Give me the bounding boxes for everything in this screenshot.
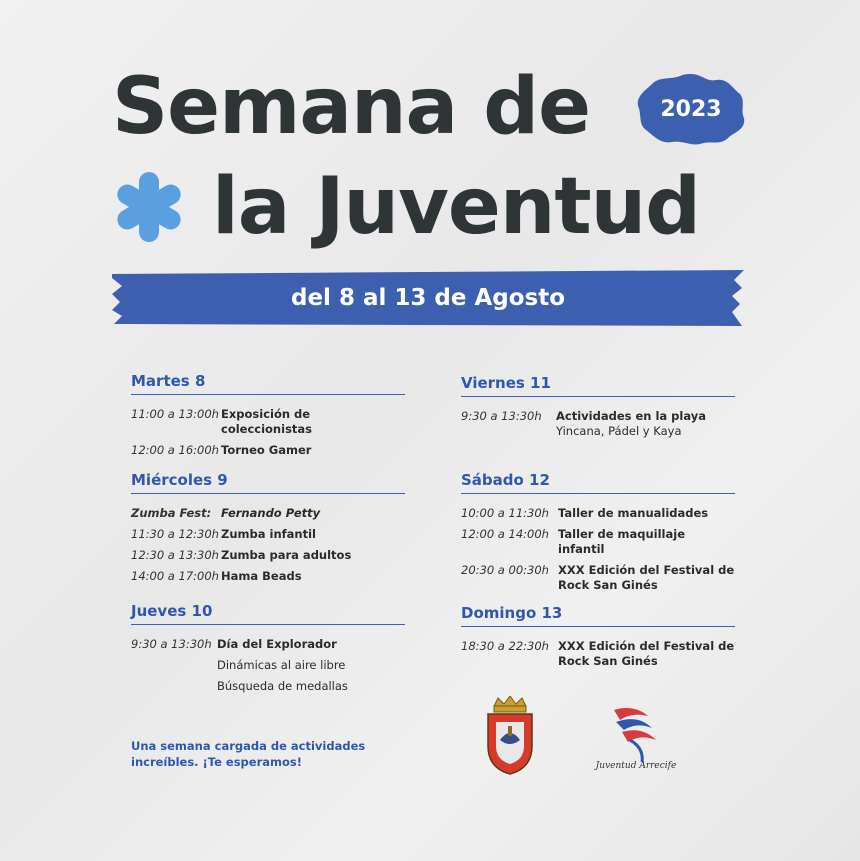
activity: Día del Explorador — [217, 637, 337, 651]
schedule-row — [131, 637, 405, 652]
footer-line-1: Una semana cargada de actividades — [131, 739, 366, 753]
activity: Exposición de coleccionistas — [221, 407, 313, 436]
schedule-row — [461, 563, 735, 593]
activity: Dinámicas al aire libre — [217, 658, 346, 672]
time: 12:00 a 16:00h — [131, 443, 219, 457]
day-title: Viernes 11 — [461, 374, 735, 397]
asterisk-icon — [112, 170, 186, 244]
day-miercoles — [131, 471, 405, 584]
time: 11:00 a 13:00h — [131, 407, 219, 421]
activity: Taller de manualidades — [558, 506, 709, 520]
year-badge: 2023 — [660, 96, 722, 122]
activity: Búsqueda de medallas — [217, 679, 348, 693]
time: 12:30 a 13:30h — [131, 548, 219, 562]
schedule-row — [131, 527, 405, 542]
activity: Torneo Gamer — [221, 443, 312, 457]
activity-detail: Yincana, Pádel y Kaya — [556, 424, 682, 438]
schedule-row — [461, 639, 735, 669]
activity: XXX Edición del Festival de — [558, 563, 735, 577]
day-jueves — [131, 602, 405, 694]
schedule-row — [461, 527, 735, 557]
schedule-row — [461, 506, 735, 521]
time — [131, 679, 217, 694]
time: 11:30 a 12:30h — [131, 527, 219, 541]
time: 12:00 a 14:00h — [461, 527, 549, 541]
date-range: del 8 al 13 de Agosto — [290, 285, 565, 311]
footer-message — [131, 738, 391, 770]
time: 9:30 a 13:30h — [461, 409, 542, 423]
event-label: Zumba Fest: — [131, 506, 212, 520]
schedule-row — [131, 569, 405, 584]
day-martes — [131, 372, 405, 458]
activity: XXX Edición del Festival de — [558, 639, 735, 653]
municipal-crest-icon — [482, 696, 538, 776]
schedule-row — [461, 409, 735, 439]
day-title: Martes 8 — [131, 372, 405, 395]
day-title: Miércoles 9 — [131, 471, 405, 494]
time: 9:30 a 13:30h — [131, 637, 212, 651]
schedule-row — [131, 506, 405, 521]
time: 10:00 a 11:30h — [461, 506, 549, 520]
activity: Fernando Petty — [221, 506, 321, 520]
activity: Actividades en la playa — [556, 409, 706, 423]
activity: Taller de maquillaje infantil — [558, 527, 686, 556]
schedule-row — [131, 407, 405, 437]
day-domingo — [461, 604, 735, 669]
juventud-logo-icon — [586, 700, 686, 772]
time: 20:30 a 00:30h — [461, 563, 549, 577]
activity-detail: Rock San Ginés — [558, 578, 658, 592]
schedule-row — [131, 548, 405, 563]
footer-line-2: increíbles. ¡Te esperamos! — [131, 755, 302, 769]
schedule-row — [131, 679, 405, 694]
day-title: Sábado 12 — [461, 471, 735, 494]
logo-text: Juventud Arrecife — [595, 761, 677, 771]
activity: Zumba para adultos — [221, 548, 352, 562]
time: 14:00 a 17:00h — [131, 569, 219, 583]
day-sabado — [461, 471, 735, 593]
day-title: Domingo 13 — [461, 604, 735, 627]
day-title: Jueves 10 — [131, 602, 405, 625]
schedule-row — [131, 443, 405, 458]
title-line-2: la Juventud — [212, 162, 701, 252]
activity-detail: Rock San Ginés — [558, 654, 658, 668]
schedule-row — [131, 658, 405, 673]
activity: Hama Beads — [221, 569, 302, 583]
time — [131, 658, 217, 673]
day-viernes — [461, 374, 735, 439]
title-line-1: Semana de — [112, 62, 591, 152]
time: 18:30 a 22:30h — [461, 639, 549, 653]
activity: Zumba infantil — [221, 527, 316, 541]
